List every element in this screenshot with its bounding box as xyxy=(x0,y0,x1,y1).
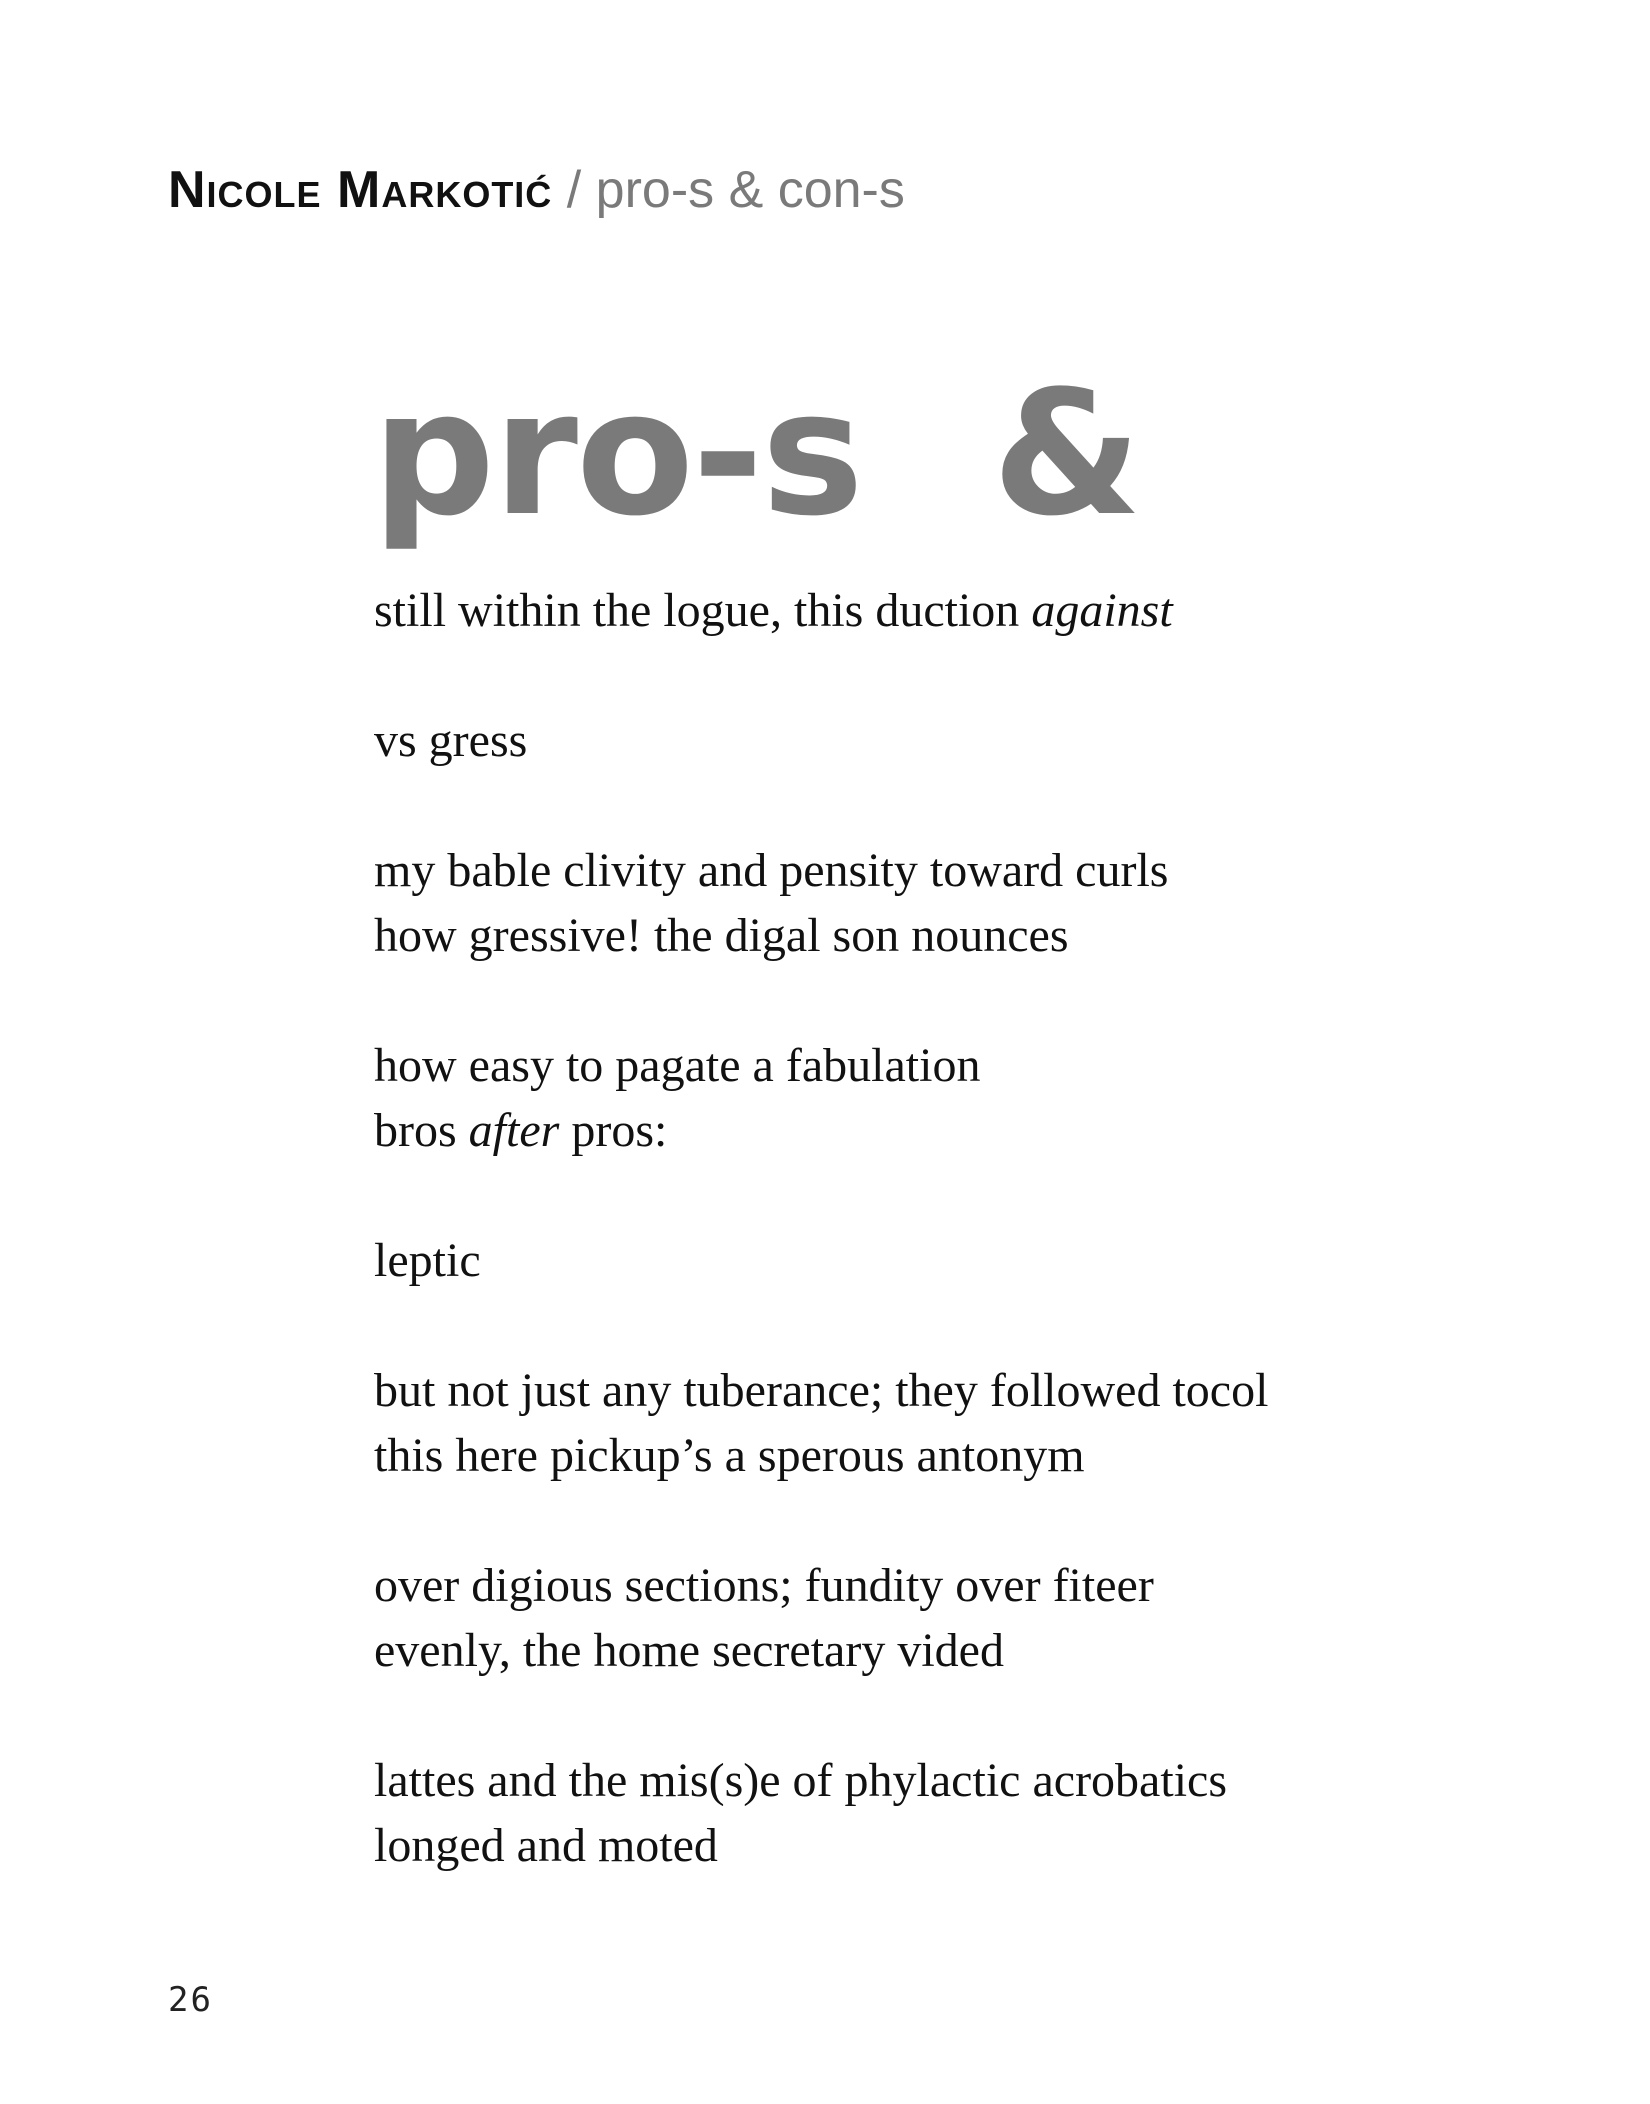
poem-line-segment: how easy to pagate a fabulation xyxy=(374,1039,981,1092)
poem-line-segment: lattes and the mis(s)e of phylactic acrobatics xyxy=(374,1754,1228,1807)
poem-line-segment: vs gress xyxy=(374,714,528,767)
poem-line xyxy=(374,1618,1554,1683)
poem-line-segment: this here pickup’s a sperous antonym xyxy=(374,1429,1085,1482)
poem-line-segment: my bable clivity and pensity toward curls xyxy=(374,844,1169,897)
poem-line xyxy=(374,903,1554,968)
poem-line-italic-segment: against xyxy=(1031,584,1173,637)
stanza-break xyxy=(374,968,1554,1033)
poem-line xyxy=(374,708,1554,773)
poem-line-segment: how gressive! the digal son nounces xyxy=(374,909,1069,962)
poem-line xyxy=(374,1748,1554,1813)
poem-line xyxy=(374,1228,1554,1293)
poem-line xyxy=(374,1813,1554,1878)
running-head-title: pro-s & con-s xyxy=(595,161,905,219)
poem-line-italic-segment: after xyxy=(468,1104,560,1157)
stanza-break xyxy=(374,1683,1554,1748)
poem-line xyxy=(374,1033,1554,1098)
running-head-separator: / xyxy=(552,161,596,219)
author-name: Nicole Markotić xyxy=(168,161,553,219)
poem-line-segment: bros xyxy=(374,1104,469,1157)
poem-line xyxy=(374,1553,1554,1618)
poem-line xyxy=(374,1358,1554,1423)
poem-line-segment: but not just any tuberance; they followed tocol xyxy=(374,1364,1269,1417)
stanza-break xyxy=(374,1293,1554,1358)
poem-line-segment: still within the logue, this duction xyxy=(374,584,1032,637)
page-number: 26 xyxy=(168,1980,213,2020)
poem-title-word: pro-s xyxy=(372,353,862,554)
poem-title xyxy=(372,353,1140,554)
poem-line-segment: over digious sections; fundity over fiteer xyxy=(374,1559,1154,1612)
poem-line-segment: leptic xyxy=(374,1234,481,1287)
poem-line-segment: pros: xyxy=(559,1104,668,1157)
poem-line-segment: evenly, the home secretary vided xyxy=(374,1624,1004,1677)
stanza-break xyxy=(374,1163,1554,1228)
poem-line-segment: longed and moted xyxy=(374,1819,718,1872)
poem-line xyxy=(374,1423,1554,1488)
poem-body xyxy=(374,578,1554,1878)
poem-line xyxy=(374,1098,1554,1163)
running-head xyxy=(168,161,905,219)
poem-line xyxy=(374,578,1554,643)
poem-title-ampersand: & xyxy=(992,353,1140,554)
stanza-break xyxy=(374,773,1554,838)
poem-line xyxy=(374,838,1554,903)
stanza-break xyxy=(374,643,1554,708)
stanza-break xyxy=(374,1488,1554,1553)
